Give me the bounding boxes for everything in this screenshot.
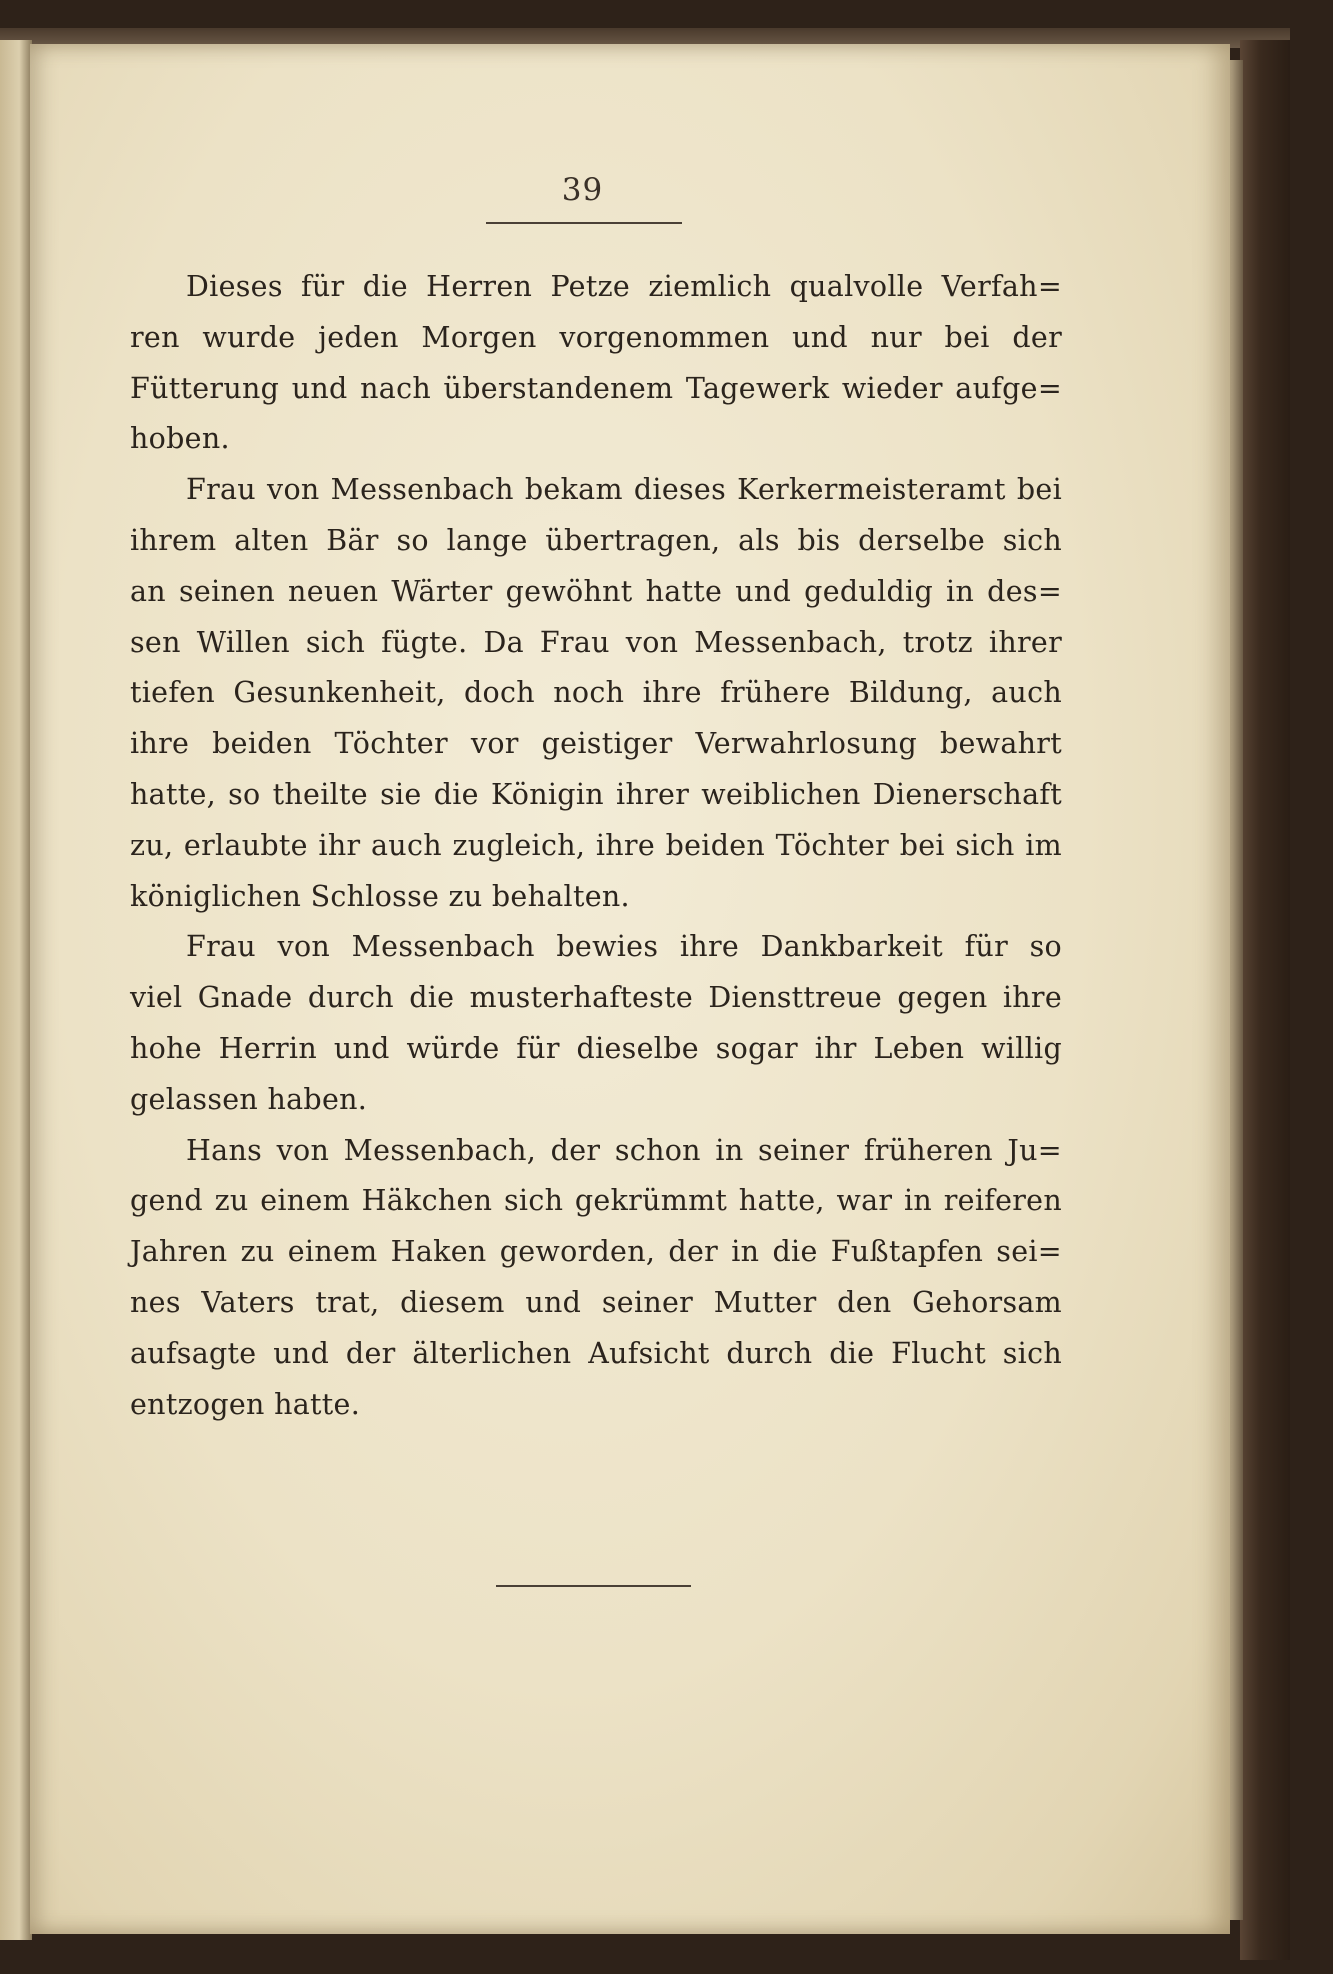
text-line: aufsagte und der älterlichen Aufsicht durch die Flucht sich xyxy=(130,1336,1062,1370)
text-line: viel Gnade durch die musterhafteste Diensttreue gegen ihre xyxy=(130,981,1062,1015)
text-line: ihre beiden Töchter vor geistiger Verwahrlosung bewahrt xyxy=(130,727,1062,761)
left-page-edge xyxy=(0,40,32,1940)
text-line: entzogen hatte. xyxy=(130,1387,361,1421)
text-line: nes Vaters trat, diesem und seiner Mutter den Gehorsam xyxy=(130,1285,1062,1319)
header-rule xyxy=(486,222,682,224)
page-number: 39 xyxy=(561,172,604,208)
text-line: Frau von Messenbach bewies ihre Dankbarkeit für so xyxy=(186,930,1062,964)
text-line: Fütterung und nach überstandenem Tagewerk wieder aufge= xyxy=(130,371,1062,405)
text-line: königlichen Schlosse zu behalten. xyxy=(130,879,630,913)
book-cover-edge xyxy=(1240,40,1290,1960)
end-rule xyxy=(496,1585,691,1587)
text-line: sen Willen sich fügte. Da Frau von Messenbach, trotz ihrer xyxy=(130,625,1062,659)
text-line: Jahren zu einem Haken geworden, der in die Fußtapfen sei= xyxy=(130,1235,1062,1269)
text-line: Hans von Messenbach, der schon in seiner früheren Ju= xyxy=(186,1133,1062,1167)
text-line: an seinen neuen Wärter gewöhnt hatte und geduldig in des= xyxy=(130,574,1062,608)
text-line: zu, erlaubte ihr auch zugleich, ihre beiden Töchter bei sich im xyxy=(130,828,1062,862)
text-line: ihrem alten Bär so lange übertragen, als bis derselbe sich xyxy=(130,523,1062,557)
text-line: hoben. xyxy=(130,422,230,456)
text-line: gelassen haben. xyxy=(130,1082,368,1116)
text-line: tiefen Gesunkenheit, doch noch ihre frühere Bildung, auch xyxy=(130,676,1062,710)
text-line: Frau von Messenbach bekam dieses Kerkermeisteramt bei xyxy=(186,473,1062,507)
text-line: hohe Herrin und würde für dieselbe sogar ihr Leben willig xyxy=(130,1031,1062,1065)
text-line: Dieses für die Herren Petze ziemlich qualvolle Verfah= xyxy=(186,270,1062,303)
body-text xyxy=(130,262,1062,1430)
text-line: gend zu einem Häkchen sich gekrümmt hatte, war in reiferen xyxy=(130,1184,1062,1218)
text-line: ren wurde jeden Morgen vorgenommen und nur bei der xyxy=(130,320,1062,354)
text-line: hatte, so theilte sie die Königin ihrer weiblichen Dienerschaft xyxy=(130,777,1062,811)
